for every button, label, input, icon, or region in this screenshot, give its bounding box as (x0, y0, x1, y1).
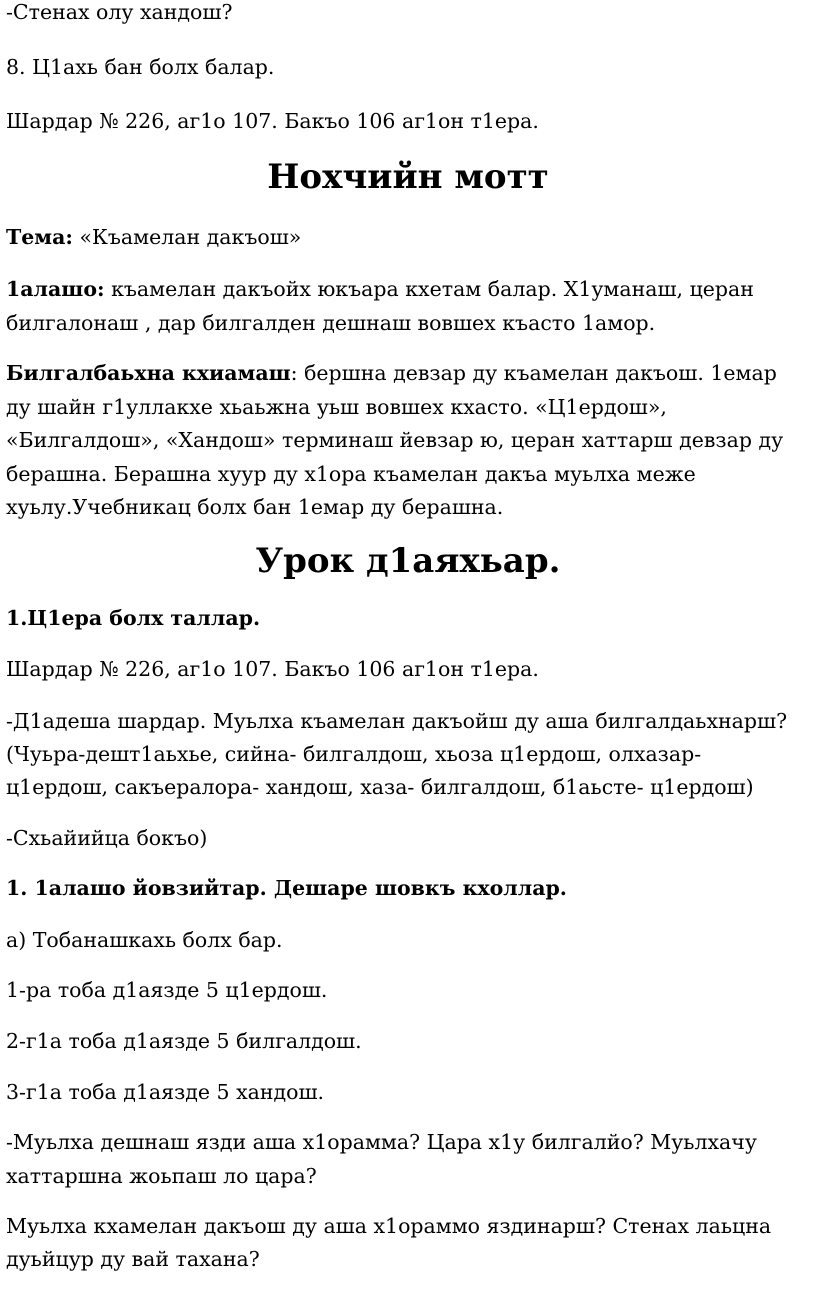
text-line: дуьйцур ду вай тахана? (6, 1247, 260, 1271)
outcomes-line (6, 356, 806, 390)
goal-line (6, 272, 806, 306)
text-line: 2-г1а тоба д1аязде 5 билгалдош. (6, 1029, 362, 1053)
text-line: ду шайн г1уллакхе хьаьжна уьш вовшех кхасто. «Ц1ердош», (6, 395, 667, 419)
topic-text: «Къамелан дакъош» (72, 225, 302, 249)
text-line: Муьлха кхамелан дакъош ду аша х1ораммо яздинарш? Стенах лаьцна (6, 1214, 772, 1238)
text-line: а) Тобанашкахь болх бар. (6, 928, 283, 952)
section-heading: 1.Ц1ера болх таллар. (6, 606, 261, 630)
heading-lesson: Урок д1аяхьар. (255, 541, 561, 581)
topic-line (6, 220, 806, 254)
text-line: Шардар № 226, аг1о 107. Бакъо 106 аг1он т1ера. (6, 657, 539, 681)
text-line: -Стенах олу хандош? (6, 0, 233, 24)
outcomes-text: : бершна девзар ду къамелан дакъош. 1емар (290, 361, 777, 385)
text-line: хаттаршна жоьпаш ло цара? (6, 1164, 317, 1188)
heading-subject: Нохчийн мотт (267, 157, 549, 197)
text-line: -Д1адеша шардар. Муьлха къамелан дакъойш ду аша билгалдаьхнарш? (6, 709, 788, 733)
text-line: (Чуьра-дешт1аьхье, сийна- билгалдош, хьоза ц1ердош, олхазар- (6, 742, 702, 766)
text-line: Шардар № 226, аг1о 107. Бакъо 106 аг1он т1ера. (6, 109, 539, 133)
text-line: 1-ра тоба д1аязде 5 ц1ердош. (6, 978, 328, 1002)
text-line: -Муьлха дешнаш язди аша х1орамма? Цара х1у билгалйо? Муьлхачу (6, 1130, 757, 1154)
text-line: 3-г1а тоба д1аязде 5 хандош. (6, 1080, 325, 1104)
topic-label: Тема: (6, 225, 73, 249)
outcomes-label: Билгалбаьхна кхиамаш (6, 361, 291, 385)
text-line: берашна. Берашна хуур ду х1ора къамелан дакъа муьлха меже (6, 462, 696, 486)
goal-label: 1алашо: (6, 277, 105, 301)
section-heading: 1. 1алашо йовзийтар. Дешаре шовкъ кхоллар. (6, 876, 567, 900)
text-line: билгалонаш , дар билгалден дешнаш вовшех къасто 1амор. (6, 311, 656, 335)
text-line: 8. Ц1ахь бан болх балар. (6, 55, 275, 79)
text-line: -Схьайийца бокъо) (6, 826, 208, 850)
text-line: хуьлу.Учебникац болх бан 1емар ду берашна. (6, 495, 504, 519)
text-line: «Билгалдош», «Хандош» терминаш йевзар ю, церан хаттарш девзар ду (6, 428, 784, 452)
text-line: ц1ердош, сакъералора- хандош, хаза- билгалдош, б1аьсте- ц1ердош) (6, 775, 754, 799)
goal-text: къамелан дакъойх юкъара кхетам балар. Х1уманаш, церан (104, 277, 754, 301)
